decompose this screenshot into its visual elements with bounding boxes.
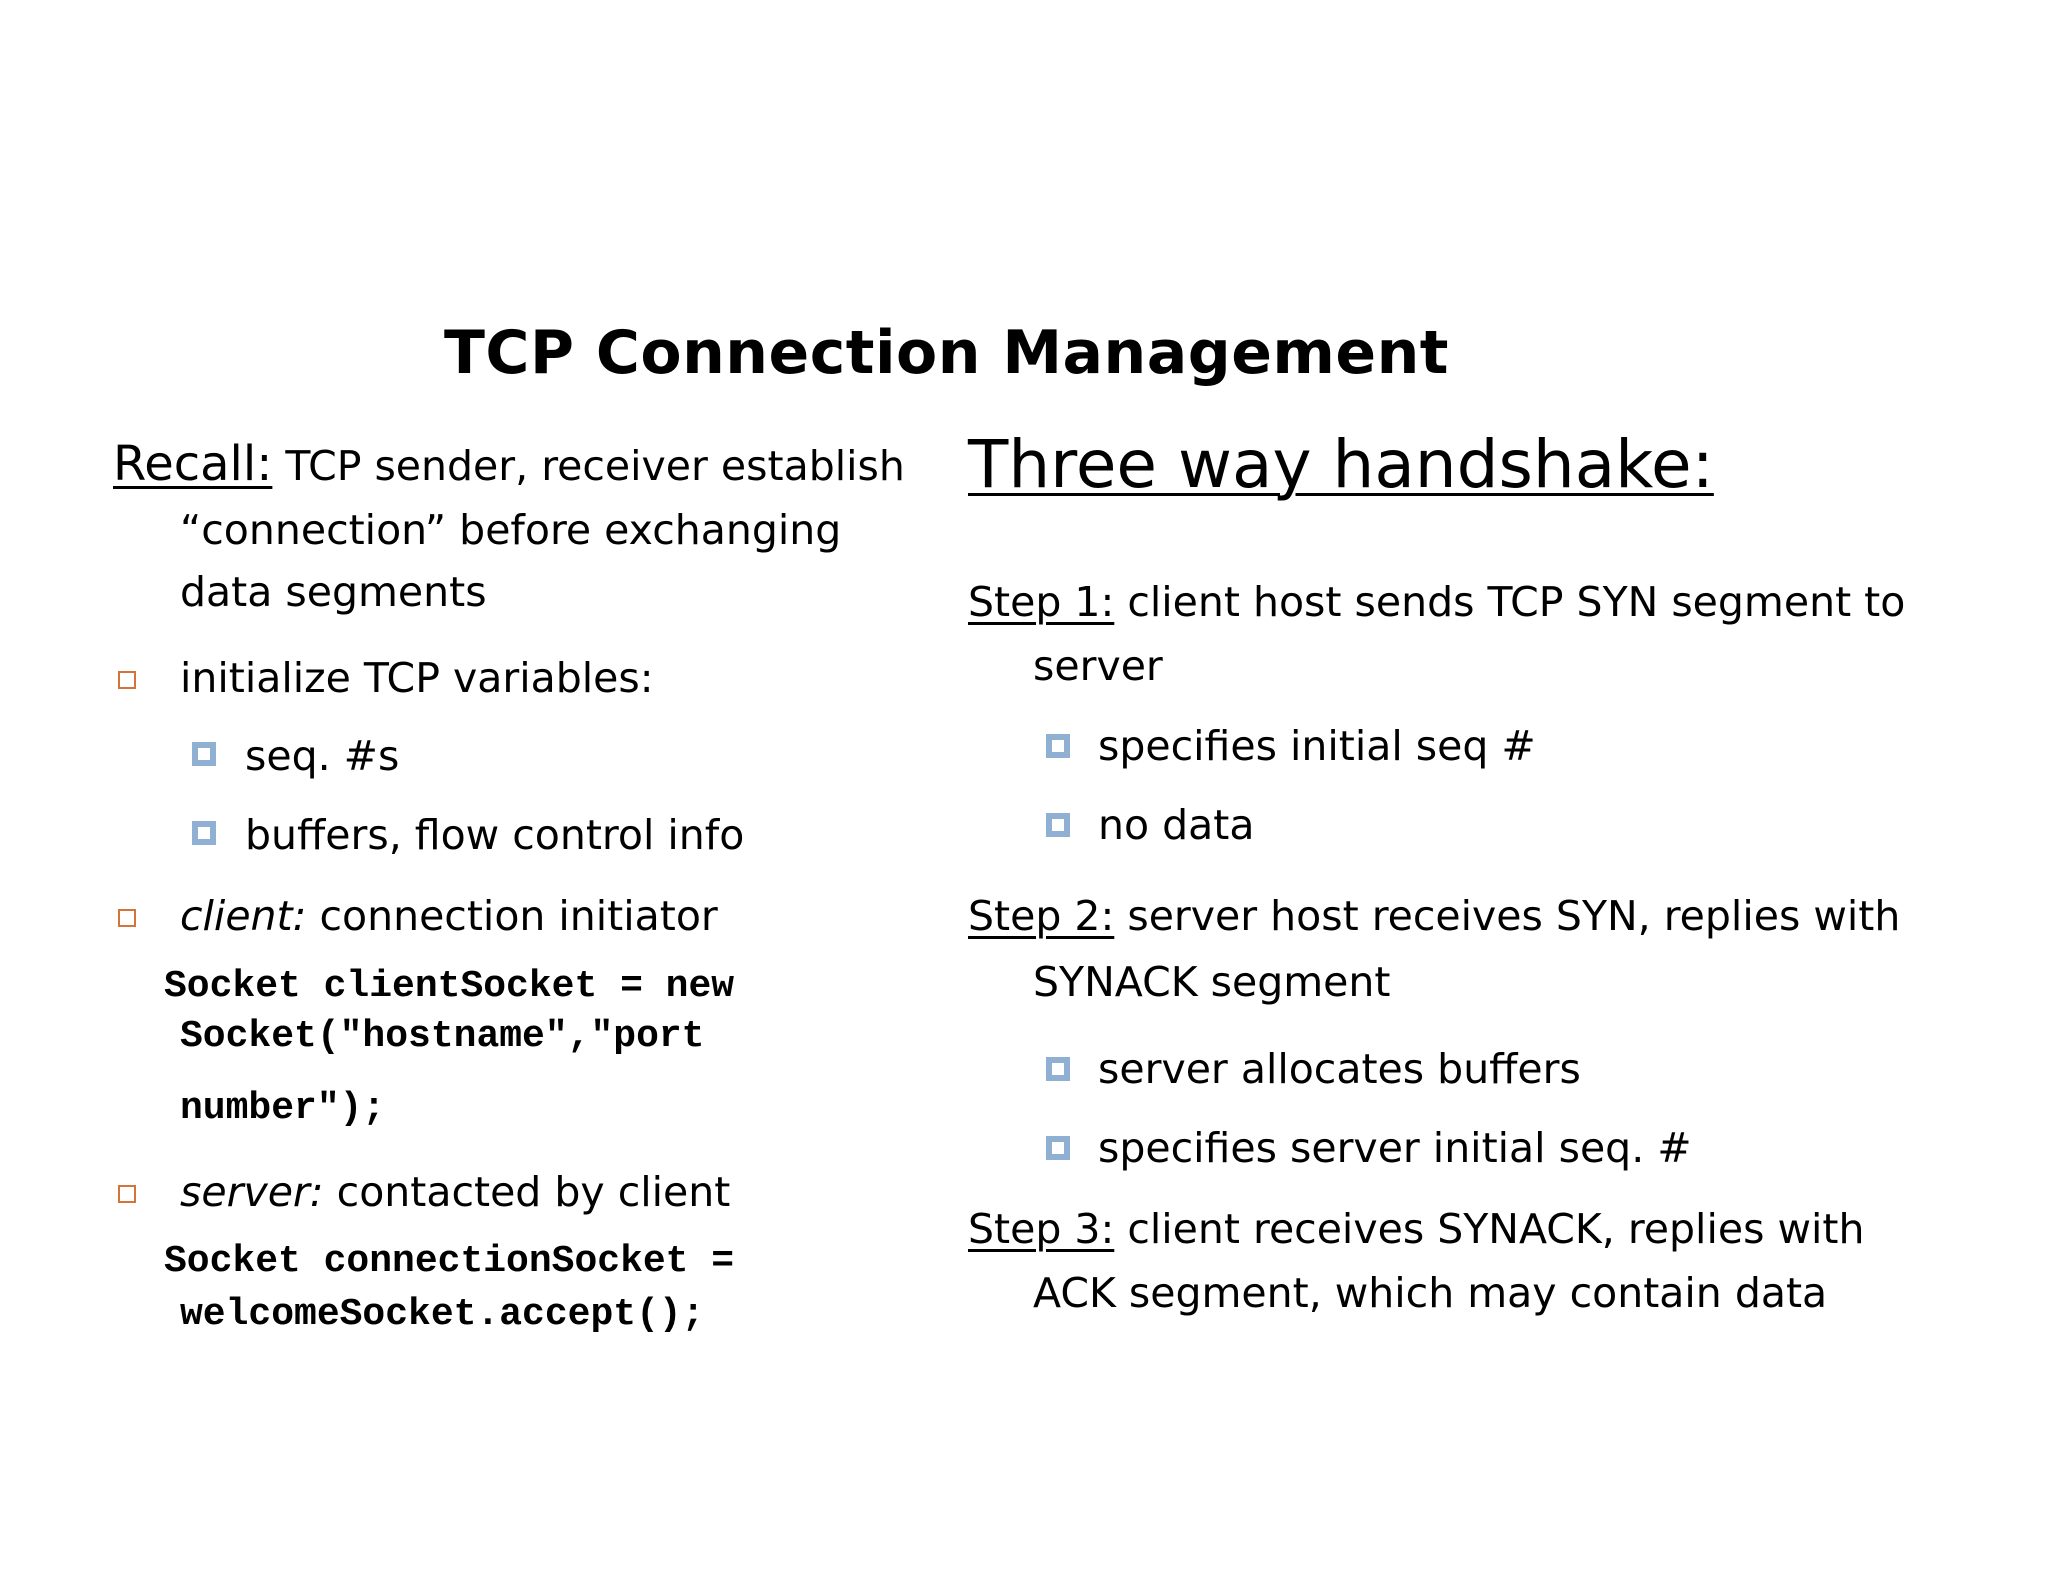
bullet-init-vars: initialize TCP variables:	[180, 654, 654, 702]
step1-sub-1: specifies initial seq #	[1098, 722, 1536, 770]
sub-seq: seq. #s	[245, 732, 400, 780]
square-bullet-icon	[1046, 1136, 1070, 1160]
step3-text-2: ACK segment, which may contain data	[1033, 1269, 1828, 1317]
step1-sub-2: no data	[1098, 801, 1255, 849]
step1-text-1: client host sends TCP SYN segment to	[1127, 578, 1906, 626]
square-bullet-icon	[192, 742, 216, 766]
step1-line-1	[968, 578, 1906, 626]
step3-text-1: client receives SYNACK, replies with	[1127, 1205, 1865, 1253]
sub-buffers: buffers, flow control info	[245, 811, 745, 859]
step2-text-2: SYNACK segment	[1033, 958, 1391, 1006]
square-bullet-icon	[1046, 1057, 1070, 1081]
step2-label: Step 2:	[968, 892, 1115, 940]
step2-sub-2: specifies server initial seq. #	[1098, 1124, 1692, 1172]
square-bullet-icon	[192, 821, 216, 845]
server-text: contacted by client	[336, 1168, 731, 1216]
bullet-hollow-icon	[118, 1185, 136, 1203]
square-bullet-icon	[1046, 813, 1070, 837]
client-code-1: Socket clientSocket = new	[164, 965, 735, 1008]
step2-line-1	[968, 892, 1901, 940]
client-text: connection initiator	[319, 892, 718, 940]
recall-text-1: TCP sender, receiver establish	[285, 442, 905, 490]
step3-line-1	[968, 1205, 1865, 1253]
recall-text-2: “connection” before exchanging	[180, 506, 842, 554]
recall-label: Recall:	[113, 436, 273, 492]
client-code-2: Socket("hostname","port	[180, 1015, 705, 1058]
server-code-1: Socket connectionSocket =	[164, 1240, 735, 1283]
recall-line-1	[113, 436, 905, 492]
client-label: client:	[180, 892, 307, 940]
step1-label: Step 1:	[968, 578, 1115, 626]
handshake-heading: Three way handshake:	[968, 426, 1714, 503]
server-label: server:	[180, 1168, 324, 1216]
step1-text-2: server	[1033, 642, 1163, 690]
bullet-server	[180, 1168, 731, 1216]
bullet-hollow-icon	[118, 909, 136, 927]
step2-text-1: server host receives SYN, replies with	[1127, 892, 1901, 940]
step2-sub-1: server allocates buffers	[1098, 1045, 1581, 1093]
recall-text-3: data segments	[180, 568, 487, 616]
square-bullet-icon	[1046, 734, 1070, 758]
server-code-2: welcomeSocket.accept();	[180, 1293, 705, 1336]
slide-title: TCP Connection Management	[444, 318, 1449, 388]
bullet-hollow-icon	[118, 671, 136, 689]
client-code-3: number");	[180, 1087, 386, 1130]
step3-label: Step 3:	[968, 1205, 1115, 1253]
bullet-client	[180, 892, 718, 940]
